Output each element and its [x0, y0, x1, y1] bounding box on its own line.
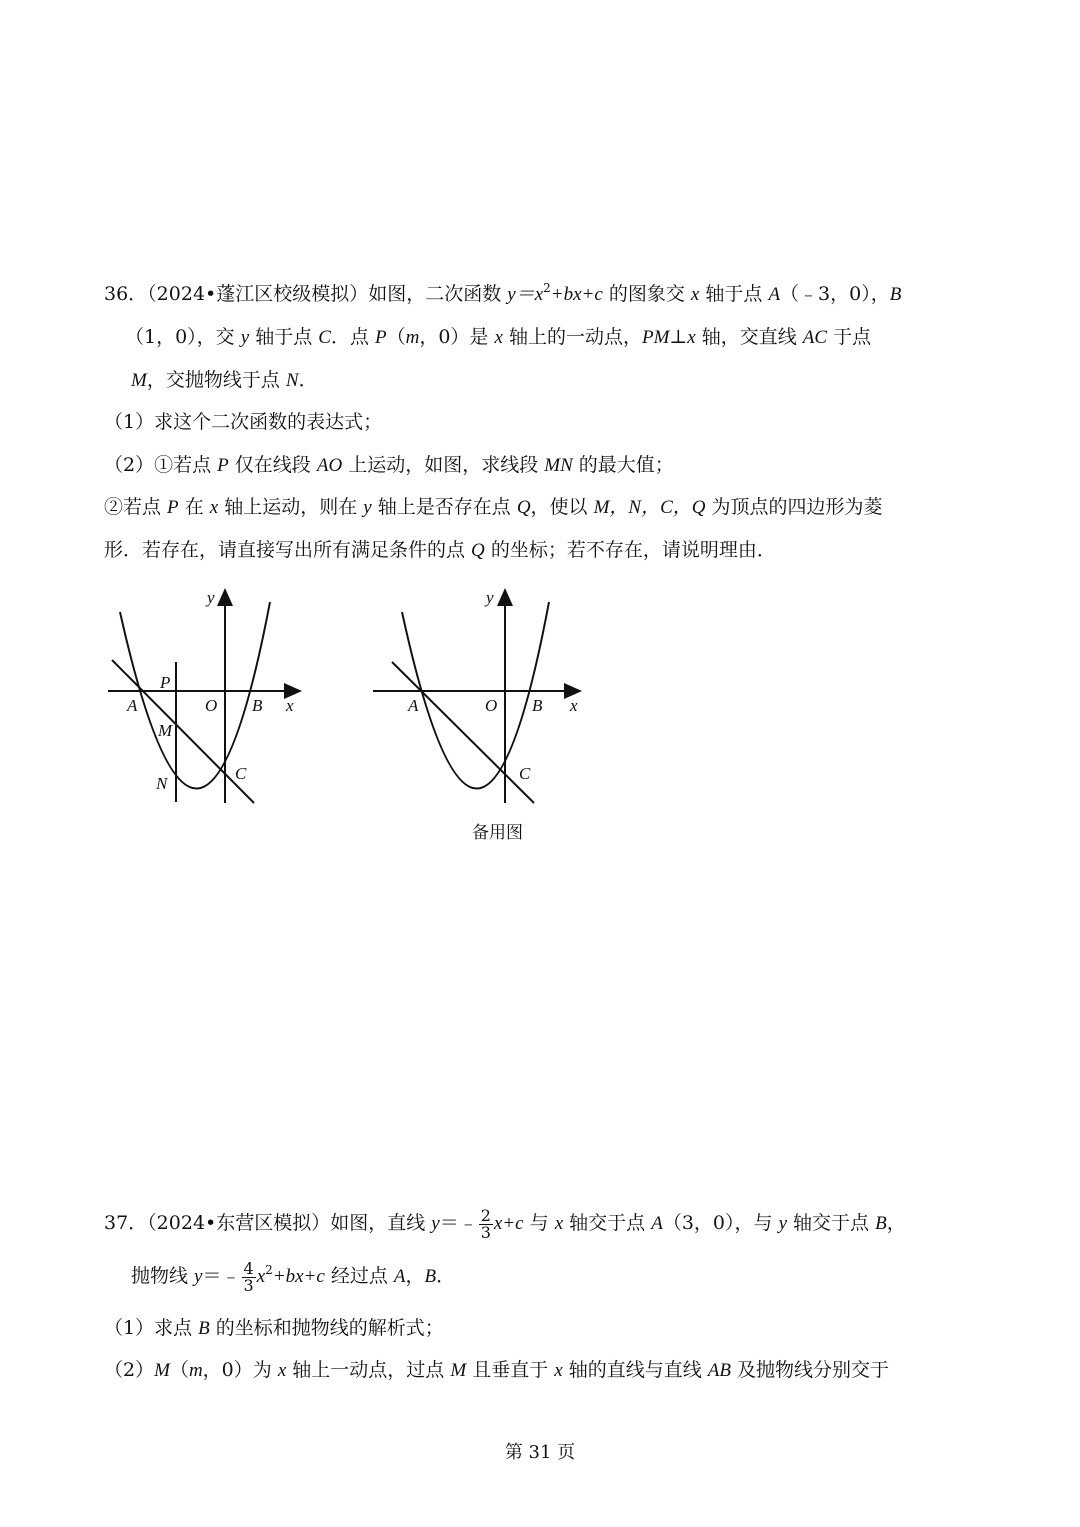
math: m	[188, 1360, 203, 1381]
label-m: M	[158, 721, 173, 740]
math: x	[690, 284, 700, 305]
q37-part-1	[104, 1314, 444, 1343]
label-p: P	[160, 673, 171, 692]
q37-text: 的坐标和抛物线的解析式；	[209, 1317, 444, 1339]
parabola	[402, 602, 549, 789]
q37-text: 轴交于点	[563, 1212, 652, 1234]
q36-text: ．点	[330, 326, 375, 348]
q36-line-3	[131, 366, 318, 395]
fraction	[479, 1205, 493, 1242]
label-c: C	[235, 764, 247, 783]
q36-part-1	[104, 408, 382, 436]
label-o: O	[205, 696, 218, 715]
q36-text: 轴于点	[249, 326, 319, 348]
q36-text: ，0）是	[419, 326, 495, 348]
math: x	[209, 497, 219, 518]
math: +bx+c	[272, 1266, 325, 1287]
q36-text: ，使以	[530, 496, 594, 518]
math: M	[154, 1360, 170, 1381]
q37-text: ，0）为	[202, 1359, 278, 1381]
math: y	[240, 327, 250, 348]
q37-text: ＝﹣	[439, 1212, 478, 1234]
math: m	[405, 327, 420, 348]
q37-text: 经过点	[324, 1265, 394, 1287]
q37-text: 抛物线	[131, 1265, 195, 1287]
math: y＝x	[507, 284, 544, 305]
math: y	[431, 1213, 440, 1234]
q36-text: ②若点	[104, 496, 168, 518]
q36-text: 36．（2024•蓬江区校级模拟）如图，二次函数	[104, 283, 508, 305]
q36-text: 于点	[827, 326, 872, 348]
math: Q	[471, 540, 485, 561]
page-footer: 第 31 页	[504, 1442, 576, 1463]
q36-text: 轴，交直线	[695, 326, 803, 348]
math: A	[393, 1266, 406, 1287]
math: A	[651, 1213, 663, 1234]
math: M，N，C，Q	[593, 497, 706, 518]
q37-part-2	[104, 1356, 889, 1385]
label-c: C	[519, 764, 531, 783]
q36-text: 上运动，如图，求线段	[342, 454, 545, 476]
q36-text: 轴上运动，则在	[218, 496, 364, 518]
fraction	[242, 1258, 256, 1295]
denominator: 3	[243, 1275, 254, 1295]
q37-text: 及抛物线分别交于	[731, 1359, 890, 1381]
label-o: O	[485, 696, 498, 715]
math: y	[194, 1266, 203, 1287]
figure-caption: 备用图	[472, 823, 523, 843]
math: AC	[802, 327, 828, 348]
q37-text: ，	[405, 1265, 425, 1287]
q36-text: 的坐标；若不存在，请说明理由．	[484, 539, 776, 561]
label-a: A	[127, 696, 138, 715]
q37-text: 与	[523, 1212, 555, 1234]
q36-text: 为顶点的四边形为菱	[705, 496, 883, 518]
q37-text: （	[169, 1359, 189, 1381]
numerator: 2	[480, 1205, 491, 1225]
q36-text: ．	[298, 369, 318, 391]
label-n: N	[156, 774, 168, 793]
q36-text: 的最大值；	[572, 454, 674, 476]
math: P	[217, 455, 229, 476]
q37-text: （2）	[104, 1359, 155, 1381]
q36-part-2	[104, 451, 674, 480]
math: x+c	[493, 1213, 524, 1234]
label-y: y	[207, 588, 215, 607]
q37-text: 轴交于点	[787, 1212, 876, 1234]
math: y	[363, 497, 372, 518]
q36-text: （1）求这个二次函数的表达式；	[104, 411, 383, 433]
math: x	[554, 1360, 563, 1381]
q36-text: （2）①若点	[104, 454, 218, 476]
q36-text: 在	[178, 496, 210, 518]
math: B	[889, 284, 902, 305]
math: AO	[316, 455, 343, 476]
math: P	[374, 327, 387, 348]
q36-text: （1，0），交	[125, 326, 241, 348]
q36-line-2	[125, 323, 871, 352]
q37-line-2	[131, 1256, 455, 1297]
math: A	[768, 284, 781, 305]
q37-text: ＝﹣	[202, 1265, 241, 1287]
q37-text: ．	[436, 1265, 456, 1287]
math: x	[554, 1213, 564, 1234]
q36-text: ，交抛物线于点	[146, 369, 286, 391]
q37-text: ，	[886, 1212, 906, 1234]
q36-part-2b	[104, 493, 883, 522]
label-x: x	[286, 696, 294, 715]
q37-text: 轴的直线与直线	[562, 1359, 708, 1381]
q37-line-1	[104, 1203, 906, 1244]
math: x	[277, 1360, 287, 1381]
q37-text: 37．（2024•东营区模拟）如图，直线	[104, 1212, 432, 1234]
math: B	[875, 1213, 887, 1234]
math: B	[198, 1318, 210, 1339]
label-y: y	[486, 588, 494, 607]
figure-1-graph	[100, 582, 310, 807]
q36-text: （	[386, 326, 406, 348]
label-x: x	[570, 696, 578, 715]
q36-line-1	[104, 280, 901, 309]
figure-2-graph	[365, 582, 585, 807]
q36-text: 轴上的一动点，	[502, 326, 642, 348]
q36-text: 仅在线段	[228, 454, 317, 476]
math: C	[318, 327, 331, 348]
numerator: 4	[243, 1258, 254, 1278]
math: x	[494, 327, 503, 348]
denominator: 3	[480, 1222, 491, 1242]
math: AB	[707, 1360, 732, 1381]
q36-text: 轴上是否存在点	[371, 496, 517, 518]
q36-text: 的图象交	[602, 283, 691, 305]
q36-text: 轴于点	[699, 283, 769, 305]
q37-text: 且垂直于	[466, 1359, 555, 1381]
math: 2	[265, 1263, 273, 1277]
math: 2	[543, 281, 551, 295]
q36-text: 形．若存在，请直接写出所有满足条件的点	[104, 539, 472, 561]
label-b: B	[252, 696, 263, 715]
math: x	[256, 1266, 266, 1287]
math: P	[167, 497, 179, 518]
label-b: B	[532, 696, 543, 715]
math: PM⊥x	[641, 327, 696, 348]
math: M	[131, 370, 147, 391]
label-a: A	[408, 696, 419, 715]
parabola	[120, 602, 270, 789]
math: Q	[516, 497, 531, 518]
math: MN	[544, 455, 573, 476]
q36-part-2c	[104, 536, 776, 565]
q37-text: （1）求点	[104, 1317, 199, 1339]
math: +bx+c	[550, 284, 603, 305]
line-ac	[112, 660, 254, 803]
math: y	[778, 1213, 787, 1234]
q37-text: （3，0），与	[662, 1212, 779, 1234]
math: M	[450, 1360, 467, 1381]
q36-text: （﹣3，0），	[780, 283, 890, 305]
math: N	[285, 370, 299, 391]
q37-text: 轴上一动点，过点	[286, 1359, 451, 1381]
math: B	[424, 1266, 437, 1287]
